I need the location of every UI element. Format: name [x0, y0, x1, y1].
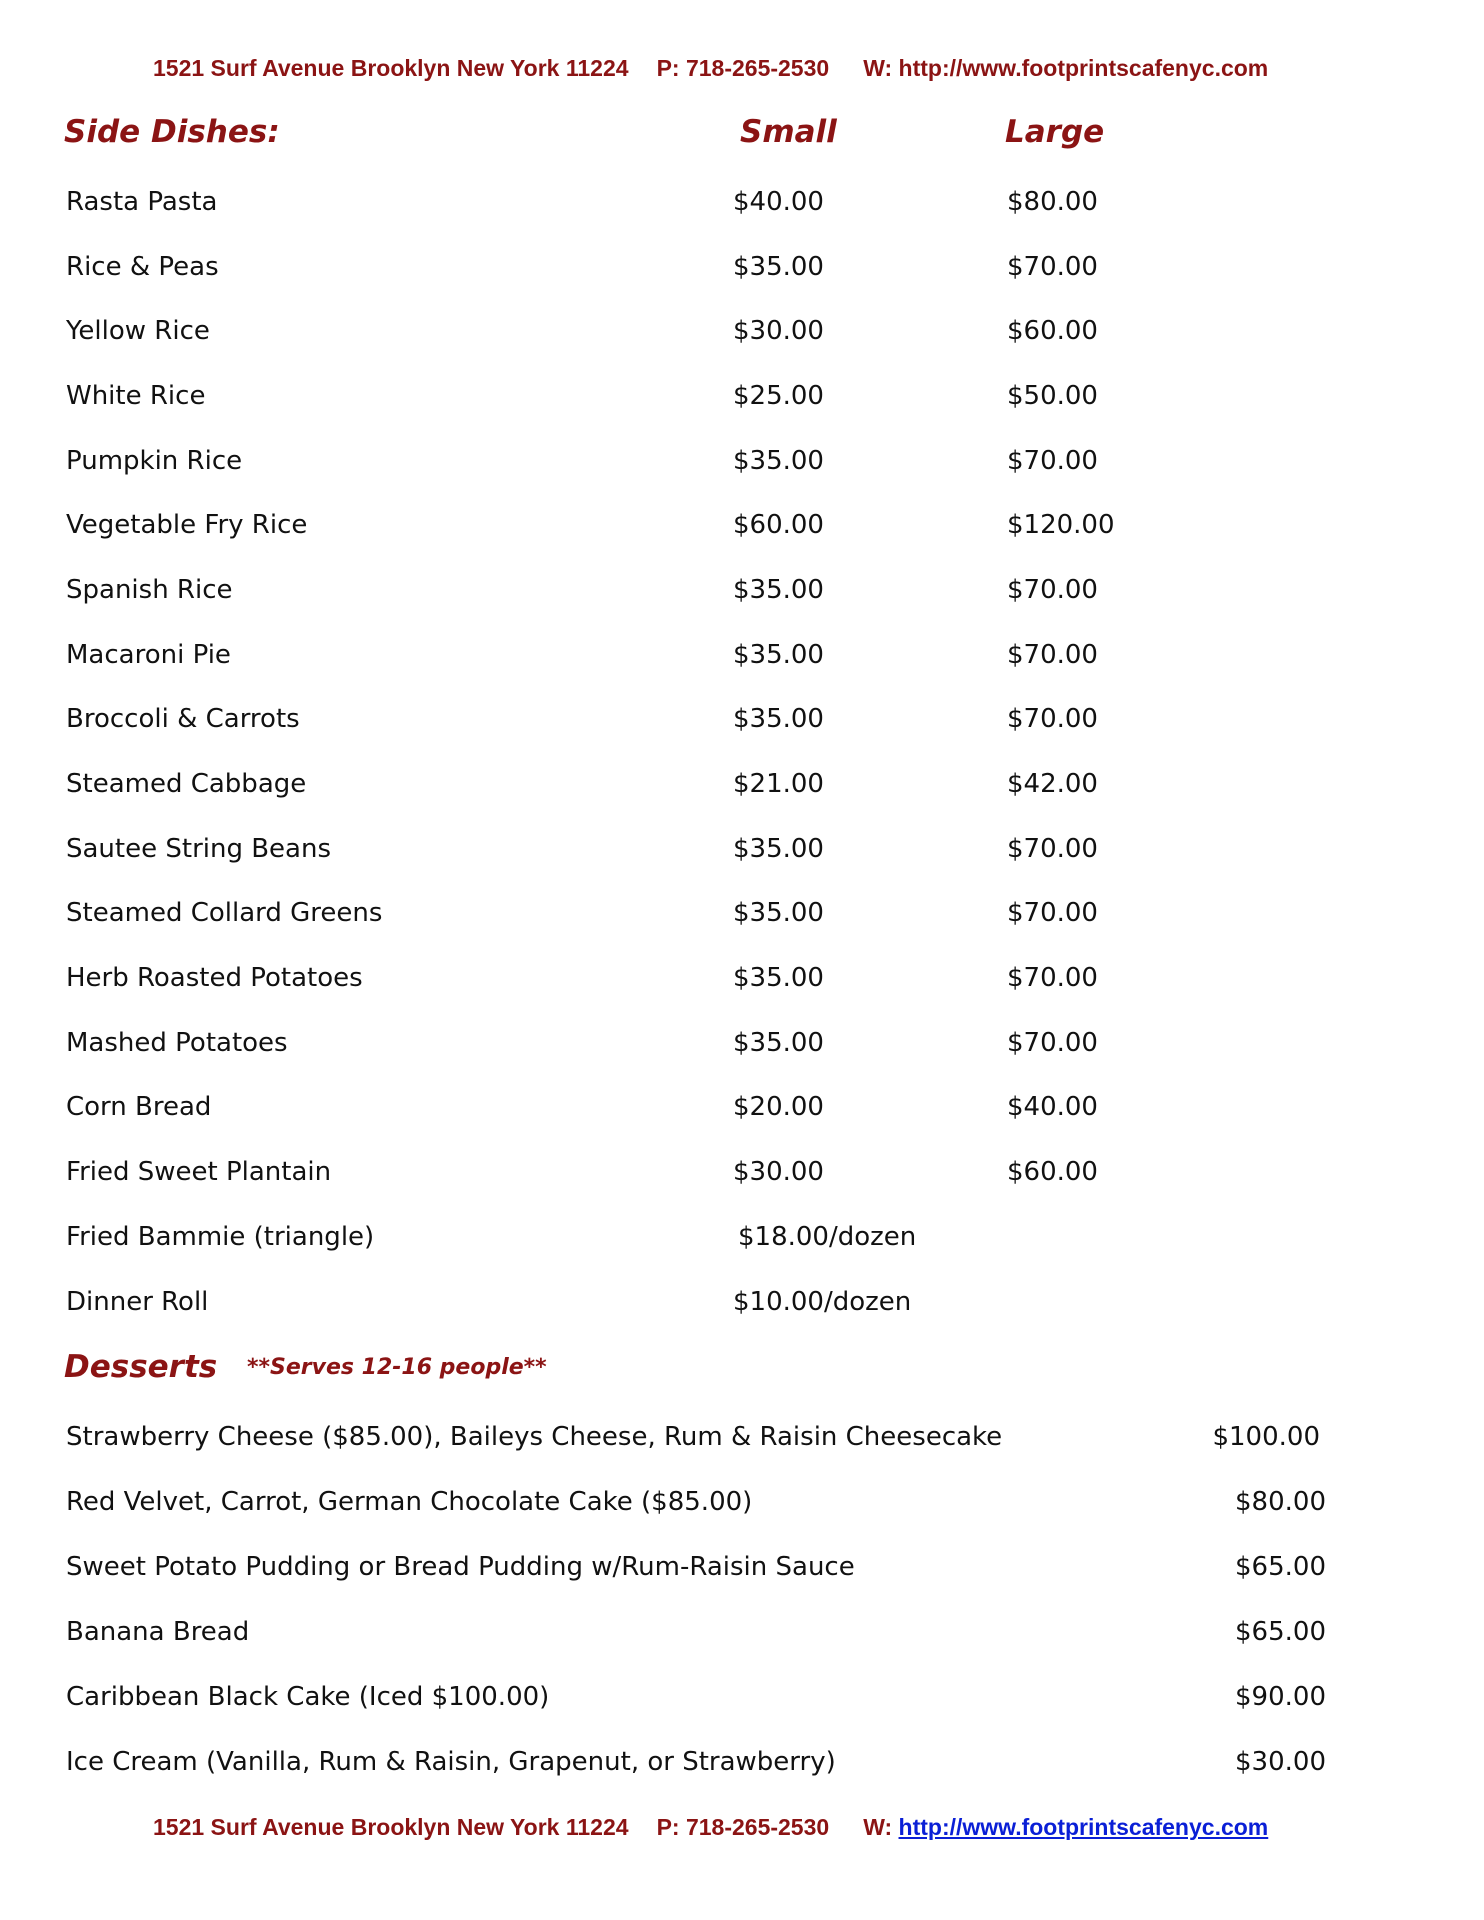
dessert-name: Strawberry Cheese ($85.00), Baileys Cheese, Rum & Raisin Cheesecake — [66, 1422, 1003, 1452]
small-price: $20.00 — [733, 1092, 824, 1122]
large-price: $70.00 — [1007, 575, 1098, 605]
side-dish-row — [0, 311, 1484, 351]
dish-name: Rasta Pasta — [66, 187, 218, 217]
dish-name: Fried Sweet Plantain — [66, 1157, 332, 1187]
large-price: $42.00 — [1007, 769, 1098, 799]
small-price: $40.00 — [733, 187, 824, 217]
header-phone: P: 718-265-2530 — [656, 55, 830, 81]
large-price: $70.00 — [1007, 446, 1098, 476]
header-web-label: W: — [863, 55, 893, 81]
side-dish-row — [0, 958, 1484, 998]
dessert-price: $65.00 — [1235, 1552, 1326, 1582]
footer-address: 1521 Surf Avenue Brooklyn New York 11224 — [153, 1814, 629, 1840]
large-price: $120.00 — [1007, 510, 1115, 540]
side-dish-row — [0, 182, 1484, 222]
large-price: $70.00 — [1007, 1028, 1098, 1058]
footer-contact-line — [153, 1814, 1268, 1841]
large-price: $70.00 — [1007, 640, 1098, 670]
dessert-name: Ice Cream (Vanilla, Rum & Raisin, Grapenut, or Strawberry) — [66, 1747, 836, 1777]
side-dish-row — [0, 505, 1484, 545]
header-web-url: http://www.footprintscafenyc.com — [898, 55, 1269, 81]
footer-web-label: W: — [863, 1814, 893, 1840]
side-dish-row — [0, 699, 1484, 739]
dish-name: Mashed Potatoes — [66, 1028, 288, 1058]
dish-name: Steamed Cabbage — [66, 769, 307, 799]
small-price: $21.00 — [733, 769, 824, 799]
dessert-name: Sweet Potato Pudding or Bread Pudding w/Rum-Raisin Sauce — [66, 1552, 855, 1582]
dozen-item-row — [0, 1282, 1484, 1322]
side-dish-row — [0, 441, 1484, 481]
small-column-heading: Small — [740, 114, 837, 150]
dessert-name: Caribbean Black Cake (Iced $100.00) — [66, 1682, 550, 1712]
large-price: $80.00 — [1007, 187, 1098, 217]
dozen-item-row — [0, 1217, 1484, 1257]
large-price: $60.00 — [1007, 1157, 1098, 1187]
side-dish-row — [0, 764, 1484, 804]
small-price: $35.00 — [733, 1028, 824, 1058]
small-price: $35.00 — [733, 446, 824, 476]
dish-name: Broccoli & Carrots — [66, 704, 300, 734]
small-price: $35.00 — [733, 640, 824, 670]
large-price: $70.00 — [1007, 963, 1098, 993]
large-price: $40.00 — [1007, 1092, 1098, 1122]
footer-phone: P: 718-265-2530 — [656, 1814, 830, 1840]
dish-name: Macaroni Pie — [66, 640, 231, 670]
small-price: $30.00 — [733, 1157, 824, 1187]
dessert-row — [0, 1417, 1484, 1457]
side-dish-row — [0, 1087, 1484, 1127]
dessert-row — [0, 1547, 1484, 1587]
dish-name: Yellow Rice — [66, 316, 210, 346]
small-price: $35.00 — [733, 963, 824, 993]
dessert-row — [0, 1742, 1484, 1782]
small-price: $35.00 — [733, 834, 824, 864]
side-dish-row — [0, 1023, 1484, 1063]
large-price: $70.00 — [1007, 252, 1098, 282]
dessert-row — [0, 1677, 1484, 1717]
dessert-name: Banana Bread — [66, 1617, 250, 1647]
dish-name: Pumpkin Rice — [66, 446, 243, 476]
large-column-heading: Large — [1005, 114, 1105, 150]
dish-name: Dinner Roll — [66, 1287, 209, 1317]
side-dish-row — [0, 570, 1484, 610]
header-contact-line — [153, 55, 1268, 82]
small-price: $60.00 — [733, 510, 824, 540]
dessert-price: $90.00 — [1235, 1682, 1326, 1712]
side-dish-row — [0, 829, 1484, 869]
serves-note: **Serves 12-16 people** — [247, 1355, 547, 1380]
dozen-price: $18.00/dozen — [738, 1222, 917, 1252]
large-price: $60.00 — [1007, 316, 1098, 346]
dish-name: Rice & Peas — [66, 252, 219, 282]
dozen-price: $10.00/dozen — [733, 1287, 912, 1317]
dish-name: Vegetable Fry Rice — [66, 510, 308, 540]
small-price: $35.00 — [733, 704, 824, 734]
side-dishes-heading: Side Dishes: — [64, 114, 280, 150]
small-price: $35.00 — [733, 898, 824, 928]
side-dish-row — [0, 247, 1484, 287]
side-dish-row — [0, 376, 1484, 416]
dish-name: Fried Bammie (triangle) — [66, 1222, 375, 1252]
dish-name: Corn Bread — [66, 1092, 212, 1122]
desserts-heading: Desserts — [64, 1349, 218, 1385]
large-price: $70.00 — [1007, 704, 1098, 734]
dessert-price: $30.00 — [1235, 1747, 1326, 1777]
side-dish-row — [0, 1152, 1484, 1192]
side-dish-row — [0, 893, 1484, 933]
dessert-name: Red Velvet, Carrot, German Chocolate Cake ($85.00) — [66, 1487, 753, 1517]
dish-name: Herb Roasted Potatoes — [66, 963, 363, 993]
large-price: $70.00 — [1007, 898, 1098, 928]
small-price: $30.00 — [733, 316, 824, 346]
dish-name: Steamed Collard Greens — [66, 898, 383, 928]
dish-name: White Rice — [66, 381, 206, 411]
dessert-row — [0, 1612, 1484, 1652]
header-address: 1521 Surf Avenue Brooklyn New York 11224 — [153, 55, 629, 81]
dessert-row — [0, 1482, 1484, 1522]
small-price: $25.00 — [733, 381, 824, 411]
large-price: $70.00 — [1007, 834, 1098, 864]
dessert-price: $100.00 — [1212, 1422, 1320, 1452]
small-price: $35.00 — [733, 252, 824, 282]
dish-name: Sautee String Beans — [66, 834, 332, 864]
side-dish-row — [0, 635, 1484, 675]
large-price: $50.00 — [1007, 381, 1098, 411]
dessert-price: $80.00 — [1235, 1487, 1326, 1517]
footer-web-link[interactable]: http://www.footprintscafenyc.com — [898, 1814, 1269, 1840]
dish-name: Spanish Rice — [66, 575, 233, 605]
dessert-price: $65.00 — [1235, 1617, 1326, 1647]
small-price: $35.00 — [733, 575, 824, 605]
